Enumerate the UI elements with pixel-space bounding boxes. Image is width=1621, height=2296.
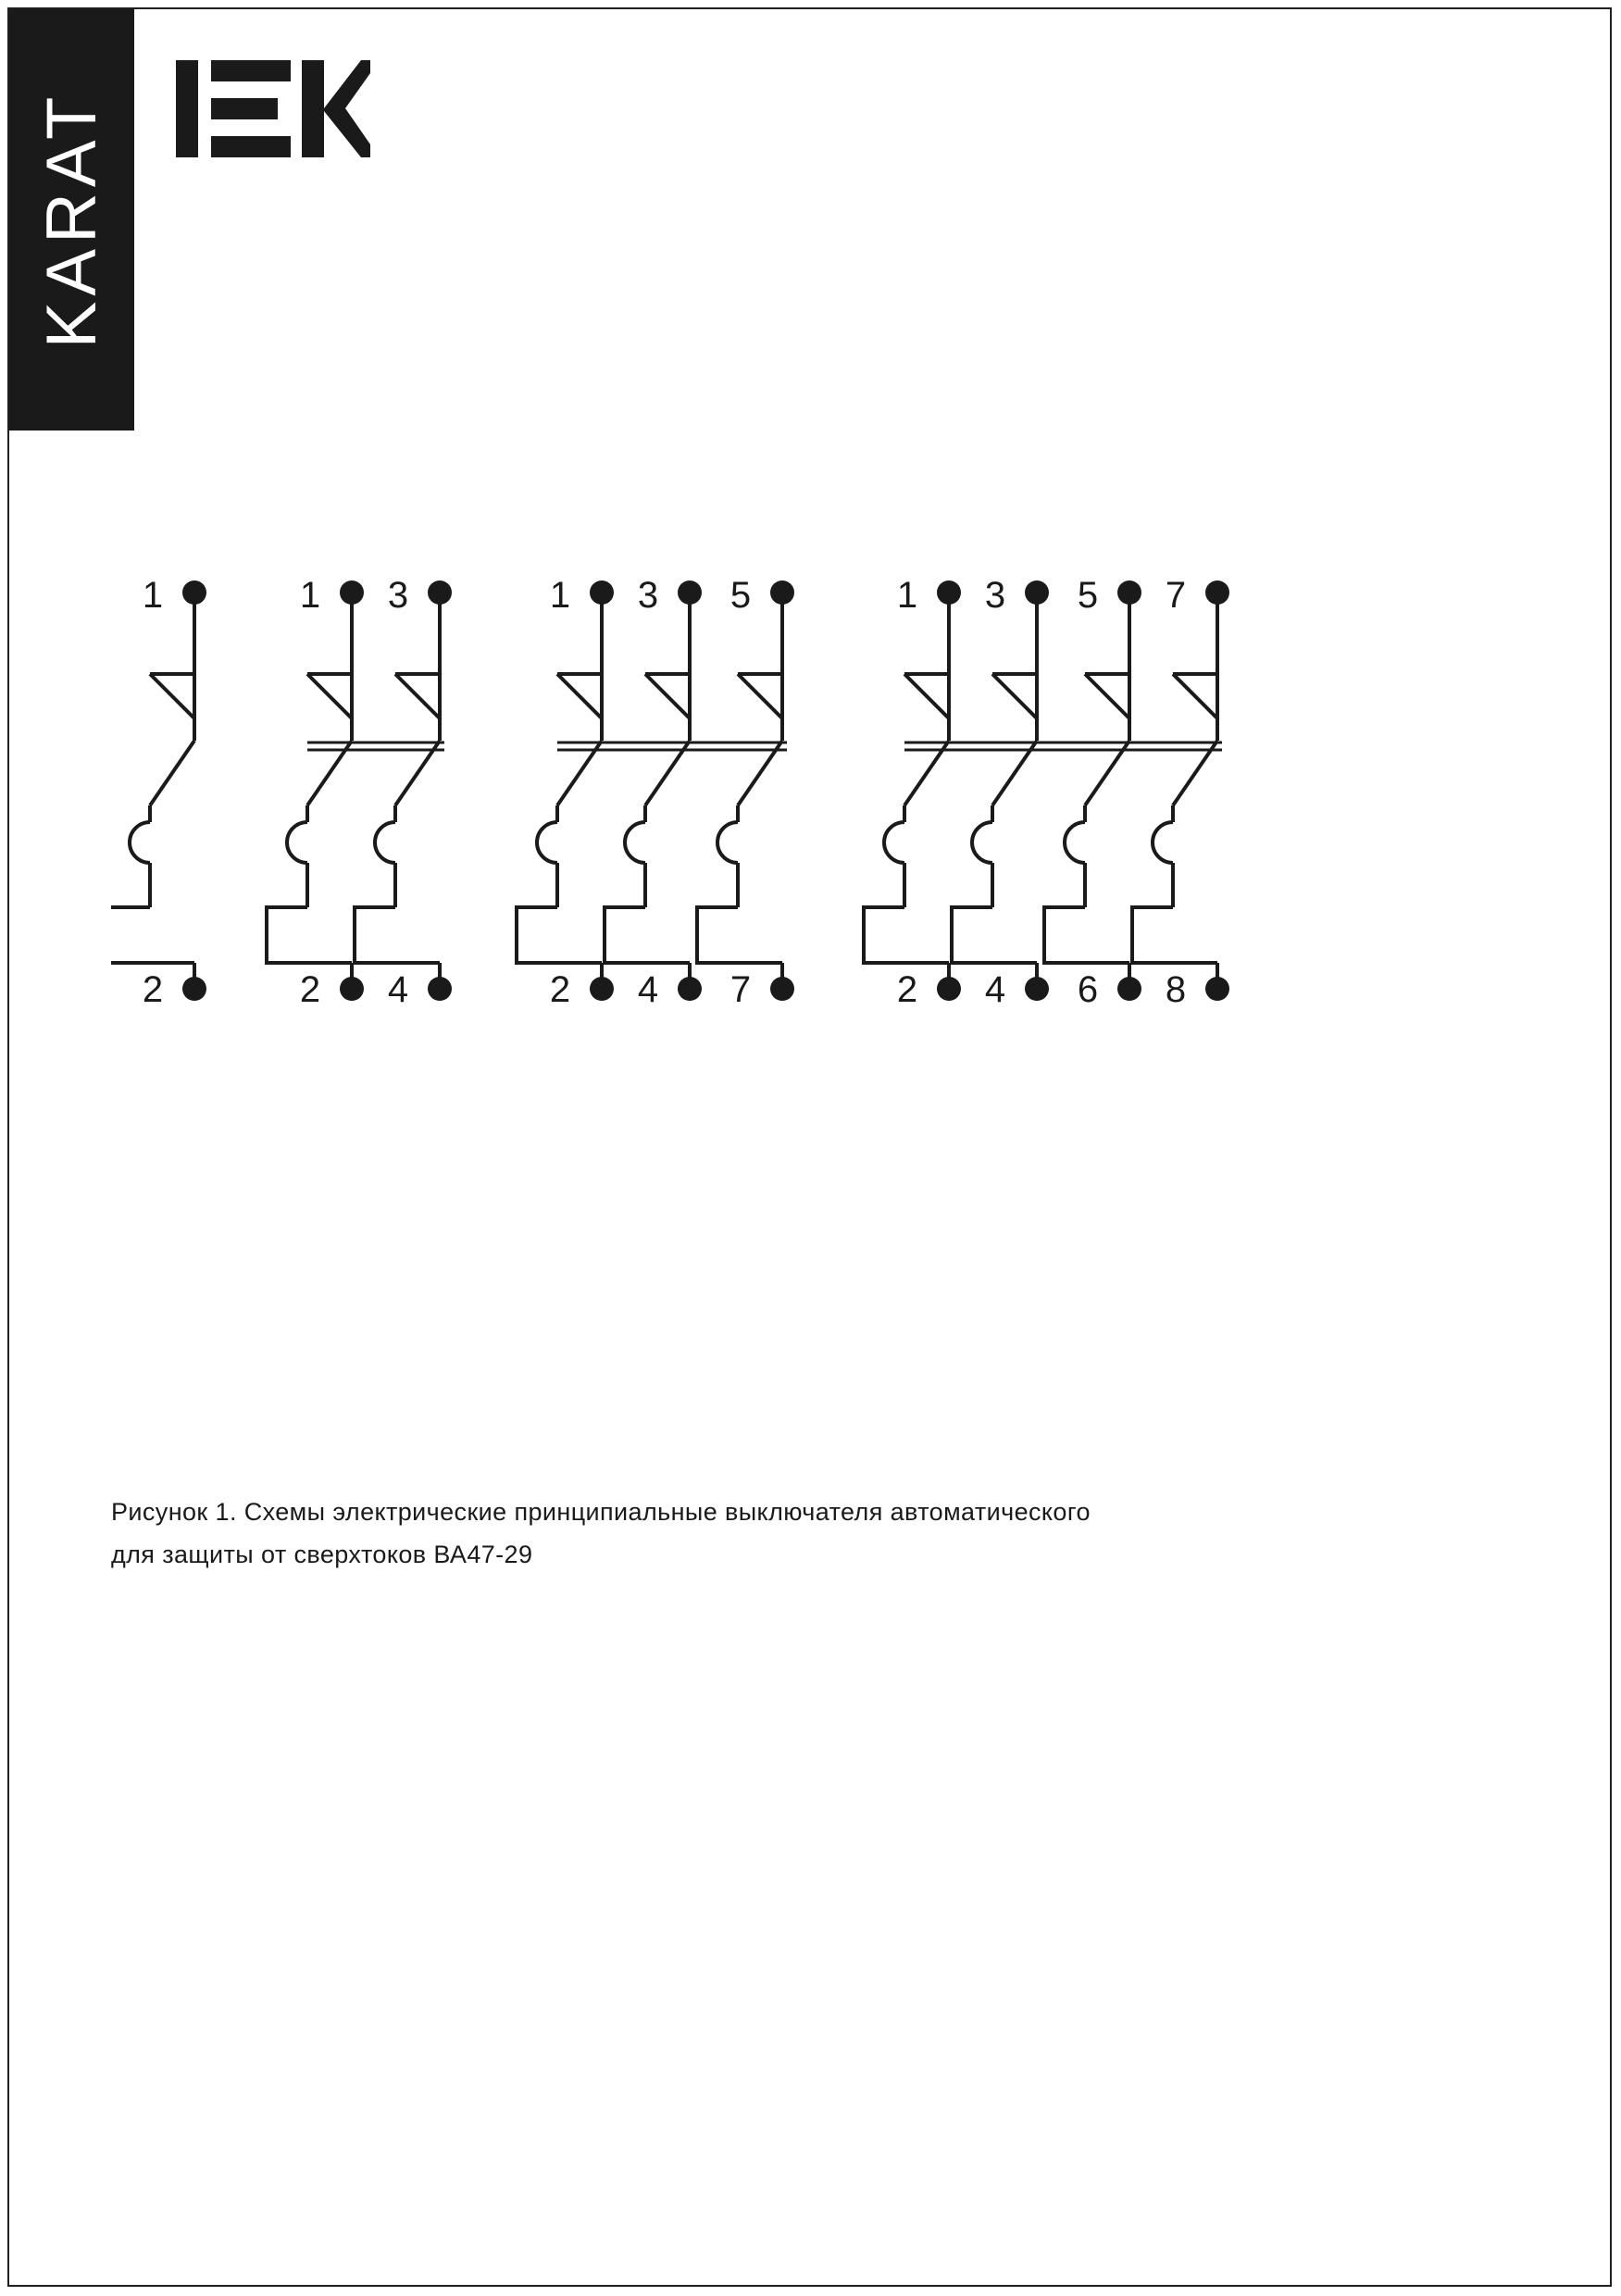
terminal-label-top: 5: [1077, 575, 1099, 616]
circuit-diagram: [111, 574, 1500, 1185]
terminal-label-bottom: 2: [896, 969, 918, 1010]
diagram-group-1-pole: [111, 575, 206, 1010]
terminal-label-top: 3: [387, 575, 409, 616]
figure-caption: [111, 1491, 1268, 1576]
terminal-label-top: 1: [549, 575, 571, 616]
figure-caption-line-1: Рисунок 1. Схемы электрические принципиальные выключателя автоматического: [111, 1498, 1091, 1526]
series-tab: [9, 9, 134, 430]
terminal-label-bottom: 7: [729, 969, 752, 1010]
terminal-label-top: 1: [896, 575, 918, 616]
series-tab-label: KARAT: [32, 91, 111, 349]
terminal-label-bottom: 4: [387, 969, 409, 1010]
iek-logo: [176, 60, 370, 157]
figure-caption-line-2: для защиты от сверхтоков ВА47-29: [111, 1541, 533, 1568]
terminal-label-top: 5: [729, 575, 752, 616]
terminal-label-top: 7: [1165, 575, 1187, 616]
terminal-label-bottom: 2: [299, 969, 321, 1010]
terminal-label-bottom: 4: [984, 969, 1006, 1010]
terminal-label-bottom: 4: [637, 969, 659, 1010]
terminal-label-top: 3: [637, 575, 659, 616]
terminal-label-top: 1: [299, 575, 321, 616]
diagram-group-3-pole: [517, 575, 794, 1010]
terminal-label-bottom: 6: [1077, 969, 1099, 1010]
terminal-label-bottom: 2: [142, 969, 164, 1010]
diagram-group-4-pole: [864, 575, 1229, 1010]
terminal-label-top: 1: [142, 575, 164, 616]
terminal-label-bottom: 8: [1165, 969, 1187, 1010]
diagram-group-2-pole: [267, 575, 452, 1010]
terminal-label-bottom: 2: [549, 969, 571, 1010]
terminal-label-top: 3: [984, 575, 1006, 616]
